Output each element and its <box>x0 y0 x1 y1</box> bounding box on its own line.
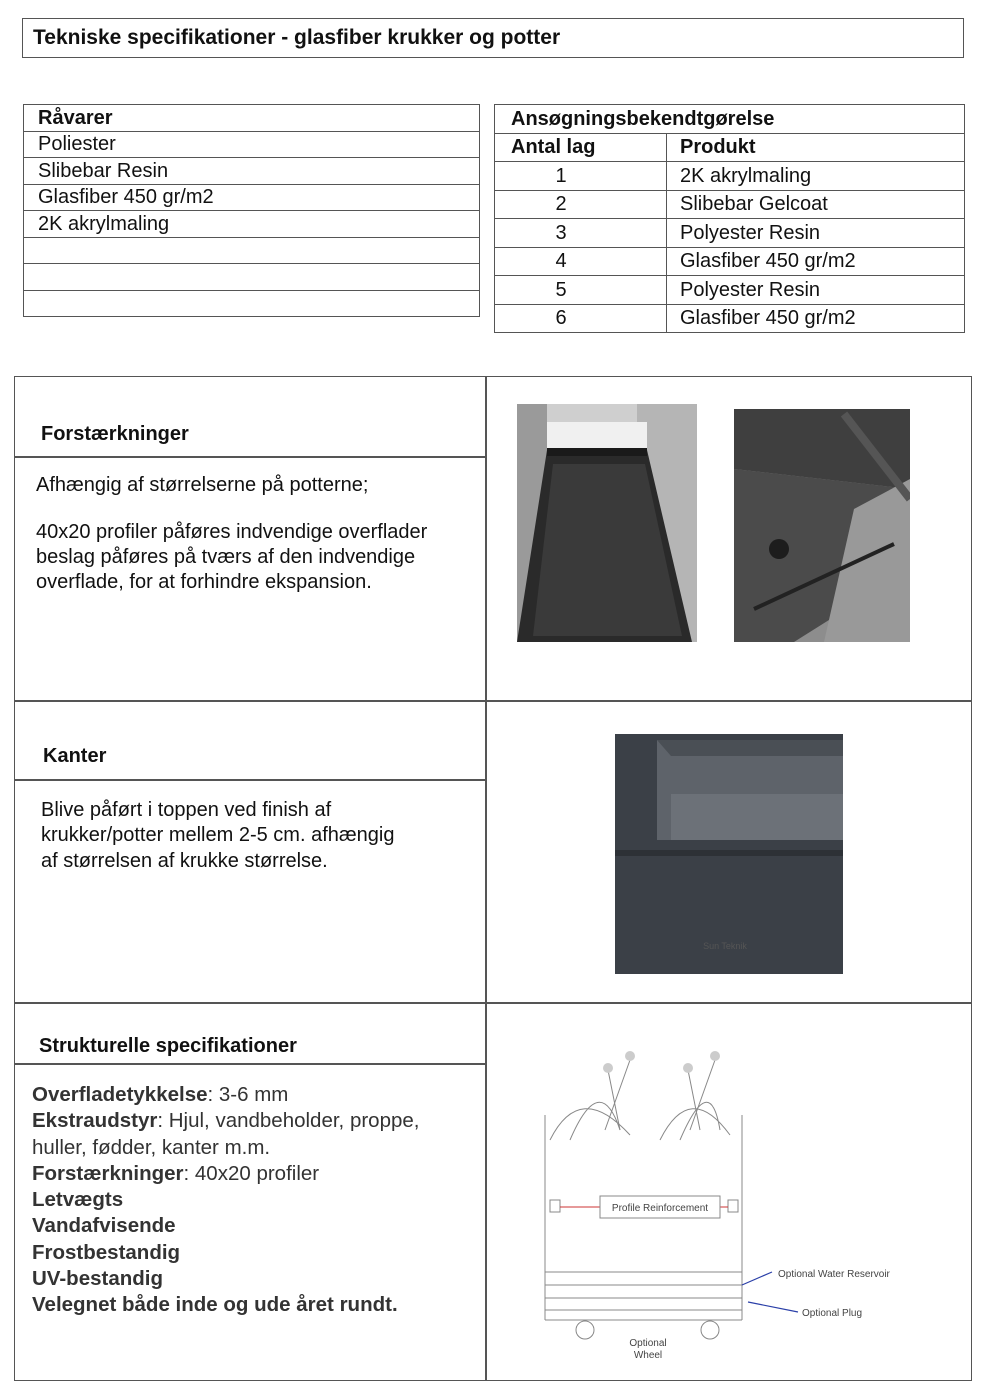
layer-number: 5 <box>495 276 667 305</box>
layer-product: Glasfiber 450 gr/m2 <box>667 304 965 333</box>
page-title: Tekniske specifikationer - glasfiber krukker og potter <box>33 26 561 49</box>
thickness-label: Overfladetykkelse <box>32 1083 208 1106</box>
layers-column-header: Antal lag <box>495 133 667 162</box>
wheel-label-1: Optional <box>629 1338 667 1349</box>
structural-title: Strukturelle specifikationer <box>39 1035 297 1057</box>
section-title-underline <box>14 456 485 458</box>
reinforcement-p1: Afhængig af størrelserne på potterne; <box>36 474 369 496</box>
title-box <box>22 18 964 58</box>
feature-lightweight: Letvægts <box>32 1188 124 1212</box>
row-divider <box>14 700 972 702</box>
thickness-value: : 3-6 mm <box>207 1083 289 1106</box>
extras-label: Ekstraudstyr <box>32 1109 158 1133</box>
feature-indoor-outdoor: Velegnet både inde og ude året rundt. <box>32 1293 398 1317</box>
layer-number: 6 <box>495 304 667 333</box>
layer-product: Slibebar Gelcoat <box>667 190 965 219</box>
row-divider <box>14 1002 972 1004</box>
extras-line-2: huller, fødder, kanter m.m. <box>32 1135 271 1159</box>
section-title-underline <box>14 779 485 781</box>
reinforcement-line: 40x20 profiler påføres indvendige overflader <box>36 521 428 543</box>
profile-reinforcement-label: Profile Reinforcement <box>611 1203 709 1214</box>
feature-uv-resistant: UV-bestandig <box>32 1267 163 1291</box>
layer-number: 1 <box>495 162 667 191</box>
thickness-line <box>32 1082 482 1108</box>
raw-materials-table <box>23 104 480 317</box>
raw-material-row <box>24 290 480 317</box>
grid-divider <box>485 376 487 1381</box>
layer-number: 4 <box>495 247 667 276</box>
edges-line: af størrelsen af krukke størrelse. <box>41 850 328 872</box>
edges-line: krukker/potter mellem 2-5 cm. afhængig <box>41 824 395 846</box>
reinforcement-line: overflade, for at forhindre ekspansion. <box>36 571 372 593</box>
raw-materials-header: Råvarer <box>24 105 480 132</box>
layer-product: Polyester Resin <box>667 276 965 305</box>
application-table <box>494 104 965 333</box>
reinforcement-spec-label: Forstærkninger <box>32 1161 184 1185</box>
water-reservoir-label: Optional Water Reservoir <box>778 1269 890 1280</box>
reinforcement-spec-value: : 40x20 profiler <box>183 1161 320 1185</box>
extras-line <box>32 1108 482 1134</box>
reinforcement-line: beslag påføres på tværs af den indvendige <box>36 546 416 568</box>
layer-product: 2K akrylmaling <box>667 162 965 191</box>
plug-label: Optional Plug <box>802 1308 863 1319</box>
section-title-underline <box>14 1063 485 1065</box>
reinforcement-spec-line <box>32 1161 482 1187</box>
raw-material-row <box>24 237 480 264</box>
reinforcement-photo-2 <box>734 409 910 642</box>
edges-line: Blive påført i toppen ved finish af <box>41 799 332 821</box>
raw-material-row: 2K akrylmaling <box>24 211 480 238</box>
reinforcement-title: Forstærkninger <box>41 423 189 445</box>
feature-water-repellent: Vandafvisende <box>32 1214 176 1238</box>
edge-photo-watermark: Sun Teknik <box>703 941 747 951</box>
raw-material-row: Poliester <box>24 131 480 158</box>
wheel-label-2: Wheel <box>633 1350 663 1361</box>
product-column-header: Produkt <box>667 133 965 162</box>
layer-product: Polyester Resin <box>667 219 965 248</box>
edges-title: Kanter <box>43 745 107 767</box>
raw-material-row <box>24 264 480 291</box>
application-header: Ansøgningsbekendtgørelse <box>495 105 965 134</box>
reinforcement-photo-1 <box>517 404 697 642</box>
layer-product: Glasfiber 450 gr/m2 <box>667 247 965 276</box>
layer-number: 3 <box>495 219 667 248</box>
raw-material-row: Slibebar Resin <box>24 158 480 185</box>
feature-frost-resistant: Frostbestandig <box>32 1240 181 1264</box>
layer-number: 2 <box>495 190 667 219</box>
raw-material-row: Glasfiber 450 gr/m2 <box>24 184 480 211</box>
planter-diagram <box>510 1040 930 1370</box>
extras-value: : Hjul, vandbeholder, proppe, <box>157 1109 420 1133</box>
edge-photo <box>615 734 843 974</box>
